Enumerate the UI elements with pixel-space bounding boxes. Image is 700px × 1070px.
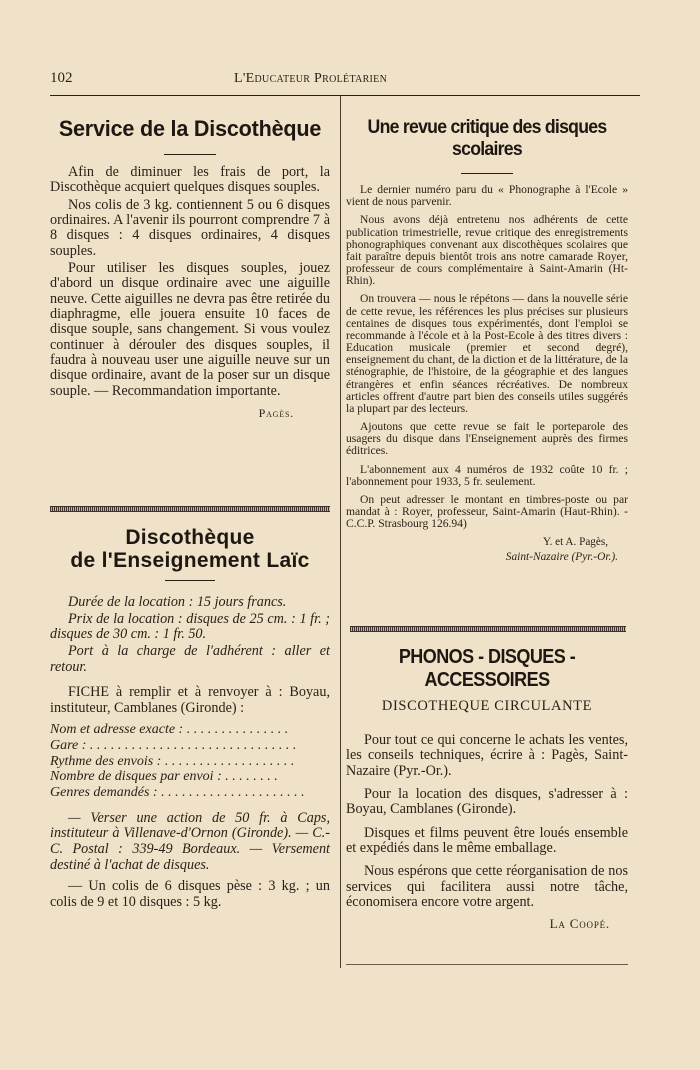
phonos-signature: La Coopé. bbox=[549, 916, 610, 932]
discotheque-article bbox=[50, 526, 330, 911]
revue-paragraph: On trouvera — nous le répétons — dans la nouvelle série de cette revue, les références les plus précises sur plusieurs centaines de disques tous expérimentés, dont l'emploi se recommande à l'école et à la Post-Ecole à des titres divers : Education musicale (premier et second degré), enseignement du chant, de la diction et de la littérature, de la sténographie, de l'histoire, de la géographie et des langues étrangères et enfin séances récréatives. De nombreux articles offrent d'autre part bien des conseils utiles suggérés la plupart par des lecteurs. bbox=[346, 292, 628, 415]
port-text: Port à la charge de l'adhérent : aller et retour. bbox=[50, 643, 330, 675]
phonos-notice bbox=[346, 646, 628, 932]
verser-text: — Verser une action de 50 fr. à Caps, instituteur à Villenave-d'Ornon (Gironde). — C.-C. Postal : 339-49 Bordeaux. — Versement destiné à l'achat de disques. bbox=[50, 809, 330, 873]
form-field-genres: Genres demandés : . . . . . . . . . . . . . . . . . . . . . bbox=[50, 785, 305, 801]
revue-article bbox=[346, 108, 628, 563]
discotheque-title-line2: de l'Enseignement Laïc bbox=[70, 549, 310, 573]
revue-paragraph: L'abonnement aux 4 numéros de 1932 coûte 10 fr. ; l'abonnement pour 1933, 5 fr. seulement. bbox=[346, 462, 628, 488]
phonos-paragraph: Nous espérons que cette réorganisation de nos services qui facilitera aussi notre tâche, économisera encore votre argent. bbox=[346, 863, 628, 910]
revue-paragraph: Nous avons déjà entretenu nos adhérents de cette publication trimestrielle, revue critique des enregistrements phonographiques convenant aux discothèques scolaires que fait paraître depuis bientôt trois ans notre camarade Royer, professeur de cours complémentaire à Saint-Amarin (Ht-Rhin). bbox=[346, 213, 628, 288]
bottom-rule bbox=[346, 964, 628, 965]
form-field-nom: Nom et adresse exacte : . . . . . . . . . . . . . . . bbox=[50, 722, 289, 738]
fiche-text: FICHE à remplir et à renvoyer à : Boyau, instituteur, Camblanes (Gironde) : bbox=[50, 684, 330, 716]
service-title: Service de la Discothèque bbox=[58, 116, 322, 141]
service-signature: Pagès. bbox=[258, 405, 294, 420]
form-field-gare: Gare : . . . . . . . . . . . . . . . . . . . . . . . . . . . . . . bbox=[50, 738, 297, 754]
prix-text: Prix de la location : disques de 25 cm. : 1 fr. ; disques de 30 cm. : 1 fr. 50. bbox=[50, 610, 330, 643]
service-article bbox=[50, 108, 330, 421]
service-paragraph: Afin de diminuer les frais de port, la Discothèque acquiert quelques disques souples. bbox=[50, 164, 330, 196]
discotheque-title bbox=[50, 526, 330, 572]
running-title: L'Educateur Prolétarien bbox=[234, 71, 388, 86]
phonos-paragraph: Pour tout ce qui concerne le achats les ventes, les conseils techniques, écrire à : Pagès, Saint-Nazaire (Pyr.-Or.). bbox=[346, 732, 628, 779]
duree-text: Durée de la location : 15 jours francs. bbox=[68, 594, 287, 611]
form-field-rythme: Rythme des envois : . . . . . . . . . . . . . . . . . . . bbox=[50, 753, 295, 769]
title-rule bbox=[164, 154, 216, 155]
revue-paragraph: On peut adresser le montant en timbres-poste ou par mandat à : Royer, professeur, Saint-Amarin (Haut-Rhin). - C.C.P. Strasbourg 126.94) bbox=[346, 492, 628, 531]
phonos-paragraph: Disques et films peuvent être loués ensemble et expédiés dans le même emballage. bbox=[346, 824, 628, 856]
revue-title: Une revue critique des disques scolaires bbox=[367, 117, 607, 160]
discotheque-title-line1: Discothèque bbox=[125, 526, 255, 549]
revue-paragraph: Le dernier numéro paru du « Phonographe à l'Ecole » vient de nous parvenir. bbox=[346, 183, 628, 209]
page-number: 102 bbox=[50, 70, 73, 86]
title-rule bbox=[165, 580, 215, 581]
phonos-title: PHONOS - DISQUES - ACCESSOIRES bbox=[398, 646, 576, 691]
page-header bbox=[50, 66, 640, 96]
service-paragraph: Pour utiliser les disques souples, jouez d'abord un disque ordinaire avec une aiguille neuve. Cette aiguilles ne devra pas être retirée du diaphragme, elle jouera ensuite 10 faces de disque souple, sans changement. Si vous voulez continuer à dérouler des disques souples, il faudra à nouveau user une aiguille neuve sur un disque ordinaire, avant de la poser sur un disque souple. — Recommandation importante. bbox=[50, 259, 330, 399]
phonos-subtitle: DISCOTHEQUE CIRCULANTE bbox=[381, 698, 593, 714]
ornamental-rule bbox=[50, 506, 330, 512]
colis-text: — Un colis de 6 disques pèse : 3 kg. ; un colis de 9 et 10 disques : 5 kg. bbox=[50, 878, 330, 910]
order-form bbox=[50, 722, 330, 800]
phonos-paragraph: Pour la location des disques, s'adresser à : Boyau, Camblanes (Gironde). bbox=[346, 785, 628, 818]
revue-place: Saint-Nazaire (Pyr.-Or.). bbox=[505, 551, 618, 564]
column-divider bbox=[340, 96, 341, 968]
form-field-nombre: Nombre de disques par envoi : . . . . . . . . bbox=[50, 769, 278, 785]
ornamental-rule bbox=[350, 626, 626, 632]
revue-signature: Y. et A. Pagès, bbox=[542, 536, 608, 549]
service-paragraph: Nos colis de 3 kg. contiennent 5 ou 6 disques ordinaires. A l'avenir ils pourront comprendre 7 à 8 disques : 4 disques ordinaires, 4 disques souples. bbox=[50, 196, 330, 259]
revue-paragraph: Ajoutons que cette revue se fait le porteparole des usagers du disque dans l'Enseignement auprès des firmes éditrices. bbox=[346, 420, 628, 458]
title-rule bbox=[461, 173, 513, 174]
